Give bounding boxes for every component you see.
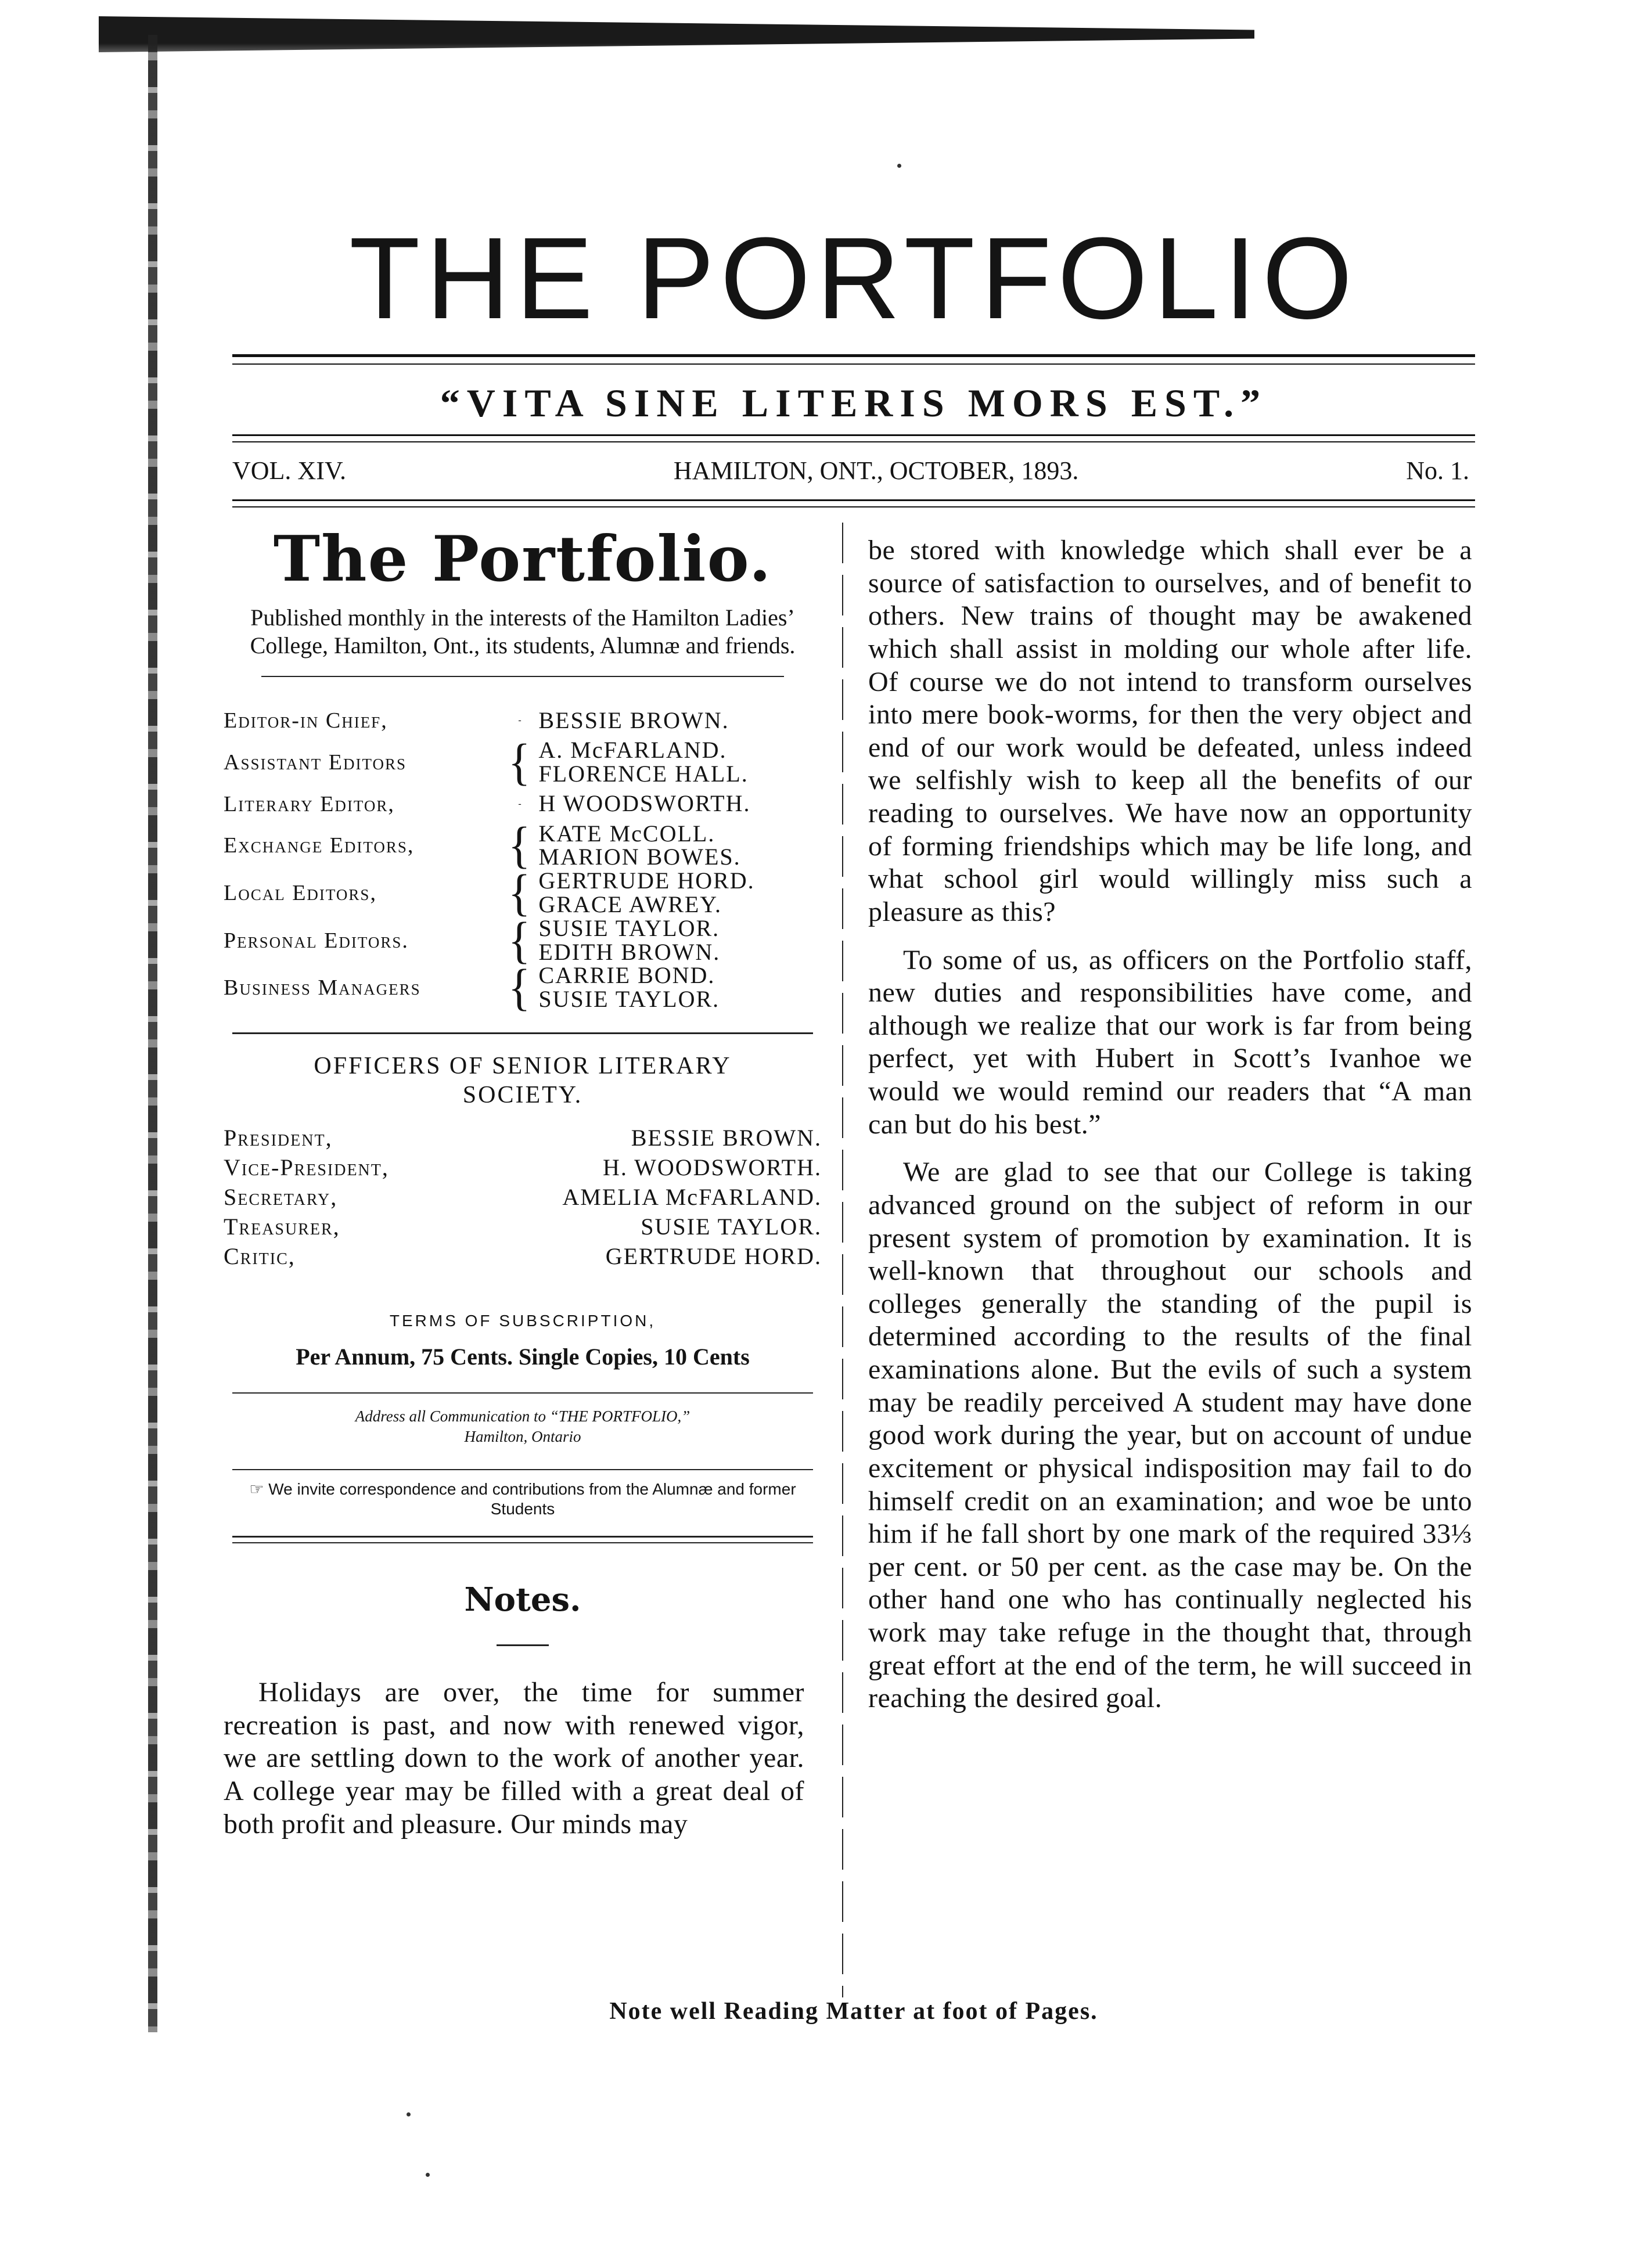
- staff-role: Local Editors,: [224, 880, 377, 905]
- column-separator: [842, 523, 843, 1997]
- footer-note: Note well Reading Matter at foot of Pages.: [609, 1998, 1098, 2025]
- scan-binding-edge: [148, 35, 157, 2032]
- officer-row: [224, 1241, 822, 1271]
- staff-name: A. McFARLAND.: [538, 737, 727, 763]
- address-rule: [232, 1469, 813, 1470]
- officer-name: H. WOODSWORTH.: [602, 1154, 822, 1180]
- notes-heading: Notes.: [464, 1581, 581, 1619]
- staff-name: GERTRUDE HORD.: [538, 867, 755, 894]
- publication-name: The Portfolio.: [273, 523, 772, 596]
- officer-name: AMELIA McFARLAND.: [562, 1183, 822, 1210]
- staff-row: [224, 822, 822, 870]
- staff-row: [224, 739, 822, 786]
- officer-row: [224, 1153, 822, 1182]
- terms-rule: [232, 1392, 813, 1394]
- officer-role: Secretary,: [224, 1183, 338, 1210]
- article-paragraph: be stored with knowledge which shall ever be a source of satisfaction to ourselves, and of benefit to others. New trains of thought may be awakened which shall assist in molding our whole after life. Of course we do not intend to transform ourselves into mere book-worms, for then the very object and end of our work would be defeated, unless indeed we selfishly wish to keep all the benefits of our reading to ourselves. We have now an opportunity of forming friendships which may be life long, and what school girl would willingly miss such a pleasure as this?: [868, 535, 1472, 927]
- officer-role: President,: [224, 1124, 333, 1151]
- scan-edge-bar: [99, 16, 1254, 52]
- staff-name: SUSIE TAYLOR.: [538, 986, 720, 1013]
- staff-role: Personal Editors.: [224, 928, 409, 953]
- staff-name: BESSIE BROWN.: [538, 707, 729, 733]
- officer-row: [224, 1123, 822, 1153]
- masthead-title: THE PORTFOLIO: [349, 214, 1358, 343]
- staff-name: FLORENCE HALL.: [538, 760, 749, 787]
- article-paragraph: We are glad to see that our College is taking advanced ground on the subject of reform in our present system of promotion by examination. It is well-known that throughout our schools and colleges generally the standing of the pupil is determined according to the results of the final examinations alone. But the evils of such a system may be readily perceived A student may have done good work during the year, but on account of undue excitement or physical indisposition may fail to do himself credit on an examination; and woe be unto him if he fall short by one mark of the required 33⅓ per cent. or 50 per cent. as the case may be. On the other hand one who has continually neglected his work may take refuge in the thought that, through great effort at the end of the term, he will succeed in reaching the desired goal.: [868, 1157, 1472, 1714]
- motto-rule: [232, 434, 1475, 436]
- publication-intro: Published monthly in the interests of the Hamilton Ladies’ College, Hamilton, Ont., its students, Alumnæ and friends.: [250, 604, 796, 658]
- staff-name: SUSIE TAYLOR.: [538, 915, 720, 941]
- intro-rule: [261, 676, 784, 677]
- notes-dash: [497, 1644, 549, 1646]
- staff-rule: [232, 1032, 813, 1034]
- staff-list: [224, 703, 822, 1016]
- officer-name: GERTRUDE HORD.: [605, 1243, 822, 1269]
- staff-name: CARRIE BOND.: [538, 962, 715, 989]
- staff-row: [224, 703, 822, 739]
- officers-list: [224, 1123, 822, 1271]
- subscription-terms: Per Annum, 75 Cents. Single Copies, 10 Cents: [296, 1343, 750, 1370]
- leader-dash: -: [518, 798, 522, 809]
- staff-name: H WOODSWORTH.: [538, 790, 751, 817]
- header-rule-bottom-thin: [232, 506, 1475, 507]
- speck: [426, 2173, 430, 2177]
- staff-name: KATE McCOLL.: [538, 820, 715, 847]
- staff-row: [224, 786, 822, 822]
- subscription-title: TERMS OF SUBSCRIPTION,: [389, 1311, 656, 1330]
- left-column: [224, 523, 822, 1841]
- staff-row: [224, 964, 822, 1011]
- motto-rule-thin: [232, 441, 1475, 442]
- staff-role: Literary Editor,: [224, 791, 395, 816]
- staff-role: Editor-in Chief,: [224, 708, 388, 733]
- brace-glyph: {: [508, 865, 531, 921]
- brace-glyph: {: [508, 912, 531, 969]
- volume-label: VOL. XIV.: [232, 456, 346, 485]
- staff-role: Exchange Editors,: [224, 833, 415, 858]
- staff-row: [224, 869, 822, 917]
- invite-rule: [232, 1536, 813, 1538]
- brace-glyph: {: [508, 734, 531, 791]
- society-title: OFFICERS OF SENIOR LITERARY SOCIETY.: [314, 1052, 732, 1109]
- speck: [897, 164, 901, 168]
- staff-name: MARION BOWES.: [538, 844, 741, 870]
- officer-role: Treasurer,: [224, 1213, 340, 1240]
- masthead-rule-top: [232, 354, 1475, 357]
- header-rule-bottom: [232, 499, 1475, 501]
- brace-glyph: {: [508, 817, 531, 874]
- staff-role: Business Managers: [224, 975, 421, 1000]
- issue-number: No. 1.: [1406, 456, 1469, 485]
- issue-info-row: [232, 456, 1469, 485]
- staff-name: GRACE AWREY.: [538, 891, 722, 917]
- officer-role: Vice-President,: [224, 1154, 389, 1180]
- leader-dash: -: [518, 715, 522, 725]
- invite-rule-thin: [232, 1542, 813, 1543]
- staff-row: [224, 917, 822, 964]
- officer-name: BESSIE BROWN.: [631, 1124, 822, 1151]
- officer-role: Critic,: [224, 1243, 296, 1269]
- article-paragraph: To some of us, as officers on the Portfolio staff, new duties and responsibilities have come, and although we realize that our work is far from being perfect, yet with Hubert in Scott’s Ivanhoe we would we would remind our readers that “A man can but do his best.”: [868, 944, 1472, 1140]
- speck: [407, 2112, 411, 2116]
- officer-row: [224, 1182, 822, 1212]
- brace-glyph: {: [508, 959, 531, 1016]
- staff-name: EDITH BROWN.: [538, 938, 721, 965]
- masthead-motto: “VITA SINE LITERIS MORS EST.”: [440, 381, 1268, 425]
- officer-name: SUSIE TAYLOR.: [641, 1213, 822, 1240]
- staff-role: Assistant Editors: [224, 750, 407, 775]
- officer-row: [224, 1212, 822, 1241]
- invite-note: ☞ We invite correspondence and contributions from the Alumnæ and former Students: [249, 1479, 796, 1518]
- place-date: HAMILTON, ONT., OCTOBER, 1893.: [673, 456, 1079, 485]
- masthead-rule-thin: [232, 363, 1475, 365]
- notes-paragraph: Holidays are over, the time for summer recreation is past, and now with renewed vigor, we are settling down to the work of another year. A college year may be filled with a great deal of both profit and pleasure. Our minds may: [224, 1677, 804, 1839]
- contact-address: Address all Communication to “THE PORTFOLIO,” Hamilton, Ontario: [355, 1407, 690, 1445]
- right-column: [868, 534, 1472, 1715]
